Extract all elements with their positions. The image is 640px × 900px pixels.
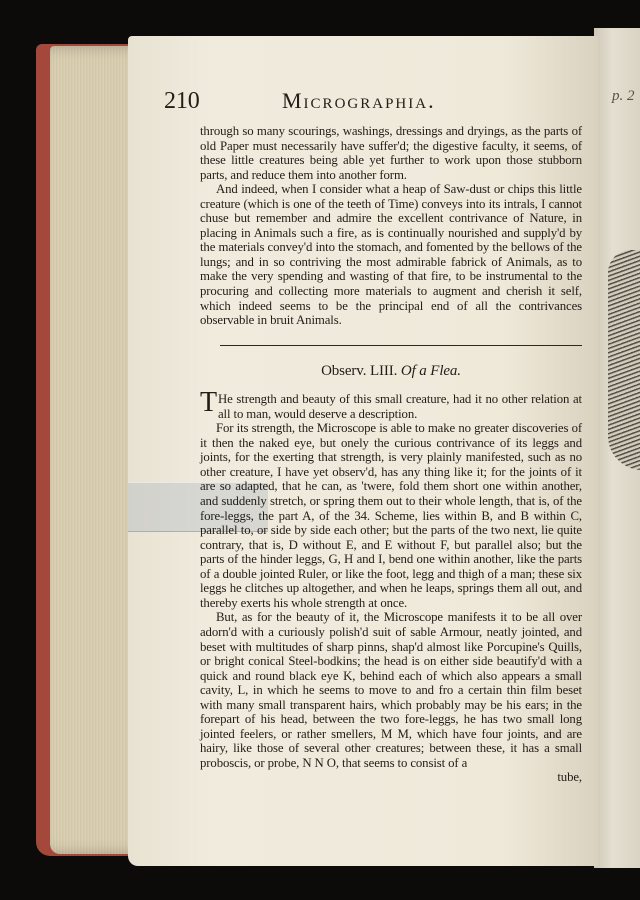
observation-title xyxy=(200,364,582,379)
page-content xyxy=(164,88,582,785)
drop-cap: T xyxy=(200,387,217,419)
paragraph-opening xyxy=(200,387,582,421)
section-divider xyxy=(220,345,582,346)
page-header xyxy=(164,88,582,124)
running-title: Micrographia. xyxy=(282,88,436,113)
paragraph-saw-dust: And indeed, when I consider what a heap of Saw-dust or chips this little creature (which is one of the teeth of Time) conveys into its intrals, I cannot chuse but remember and admire the excellent contrivance of Nature, in placing in Animals such a fire, as is continually nourished and supply'd by the materials convey'd into the stomach, and fomented by the bellows of the lungs; and in so contriving the most admirable fabrick of Animals, as to make the very spending and wasting of that fire, to be instrumental to the procuring and collecting more materials to augment and cherish it self, which indeed seems to be the principal end of all the contrivances observable in bruit Animals. xyxy=(200,182,582,328)
catchword: tube, xyxy=(557,770,582,785)
page-number: 210 xyxy=(164,88,200,114)
facing-page-mark: p. 2 xyxy=(612,88,635,104)
observation-subject: Of a Flea. xyxy=(400,362,461,379)
opening-text: He strength and beauty of this small creature, had it no other relation at all to man, would deserve a description. xyxy=(218,392,582,421)
paragraph-strength: For its strength, the Microscope is able to make no greater discoveries of it then the naked eye, but onely the curious contrivance of its leggs and joints, for the exerting that strength, is very plainly manifested, such as no other creature, I have yet observ'd, has any thing like it; for the joints of it are so adapted, that he can, as 'twere, fold them short one within another, and suddenly stretch, or spring them out to their whole length, that is, of the fore-leggs, the part A, of the 34. Scheme, lies within B, and B within C, parallel to, or side by side each other; but the parts of the two next, lie quite contrary, that is, D without E, and E without F, but parallel also; but the parts of the hinder leggs, G, H and I, bend one within another, like the parts of a double jointed Ruler, or like the foot, legg and thigh of a man; these six leggs he clitches up altogether, and when he leaps, springs them all out, and thereby exerts his whole strength at once. xyxy=(200,421,582,610)
paragraph-beauty: But, as for the beauty of it, the Microscope manifests it to be all over adorn'd with a curiously polish'd suit of sable Armour, neatly jointed, and beset with multitudes of sharp pinns, shap'd almost like Porcupine's Quills, or bright conical Steel-bodkins; the head is on either side beautify'd with a quick and round black eye K, behind each of which also appears a small cavity, L, in which he seems to move to and fro a certain thin film beset with many small transparent hairs, which probably may be his ears; in the forepart of his head, between the two fore-leggs, he has two small long jointed feelers, or rather smellers, M M, which have four joints, and are hairy, like those of several other creatures; between these, it has a small proboscis, or probe, N N O, that seems to consist of a xyxy=(200,610,582,770)
paragraph-continuation: through so many scourings, washings, dressings and dryings, as the parts of old Paper must necessarily have suffer'd; the digestive faculty, it seems, of these little creatures being able yet further to work upon those stubborn parts, and reduce them into another form. xyxy=(200,124,582,182)
observation-number: Observ. LIII. xyxy=(321,362,398,379)
engraving-fragment xyxy=(608,250,640,470)
